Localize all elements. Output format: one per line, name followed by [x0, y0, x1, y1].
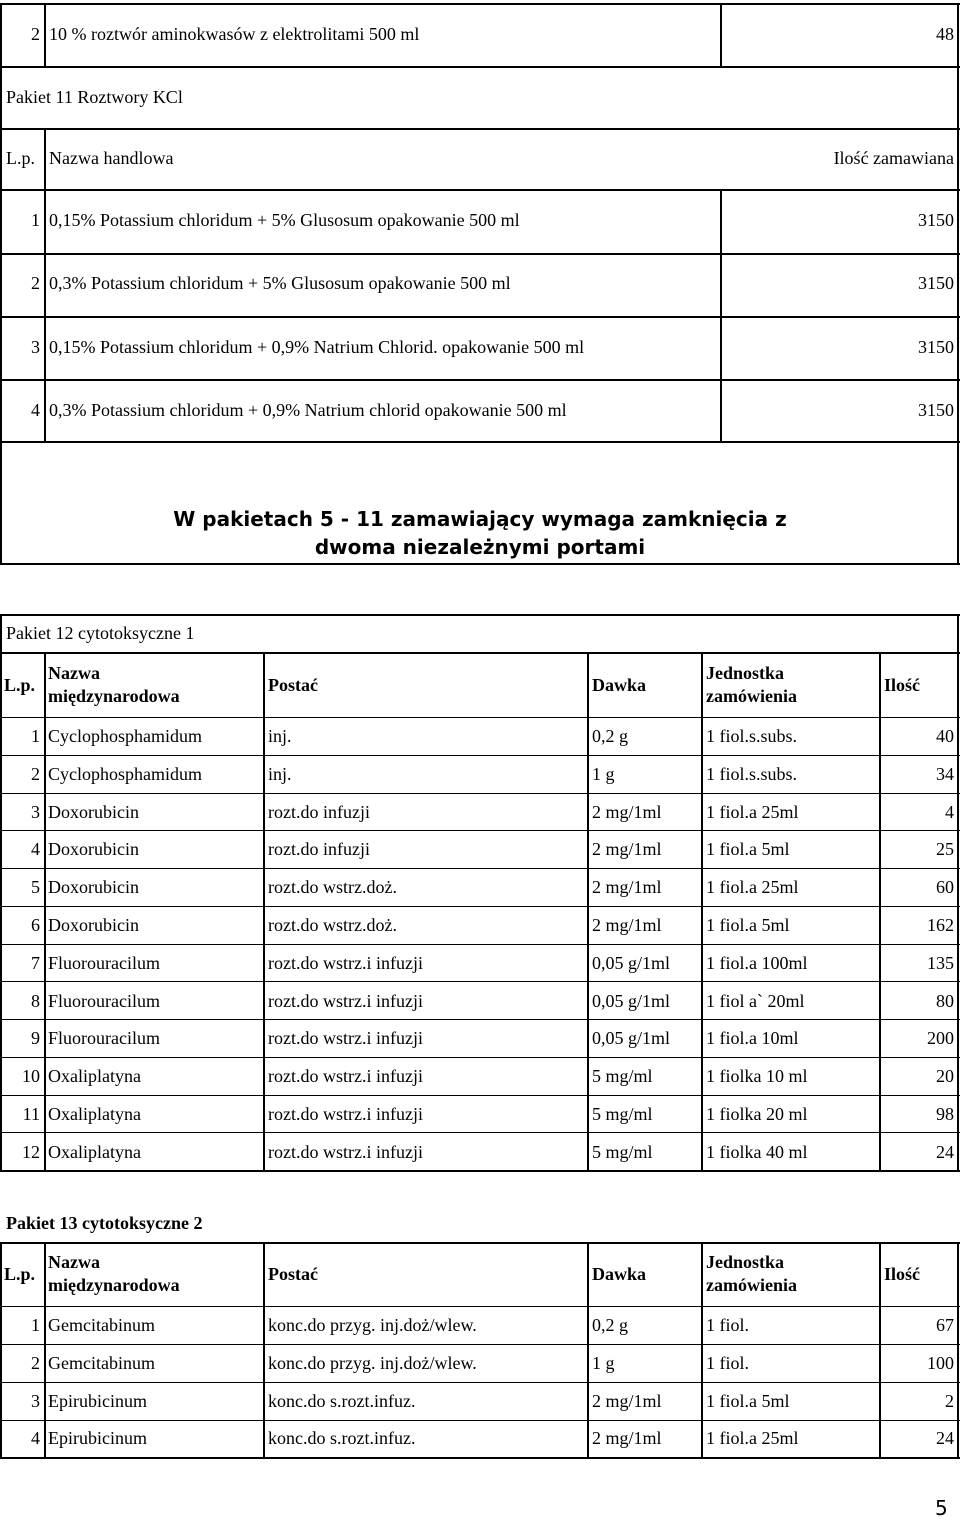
cell-unit: 1 fiol.a 5ml — [706, 1391, 790, 1411]
cell-unit: 1 fiol.a 5ml — [706, 839, 790, 859]
cell-name: Doxorubicin — [48, 802, 139, 822]
cell-dose: 2 mg/1ml — [592, 802, 662, 822]
cell-name: Gemcitabinum — [48, 1315, 155, 1335]
cell-name: Cyclophosphamidum — [48, 726, 202, 746]
cell-dose: 0,2 g — [592, 726, 628, 746]
cell-name: Cyclophosphamidum — [48, 764, 202, 784]
pakiet11-header-qty: Ilość zamawiana — [833, 148, 954, 168]
cell-form: rozt.do wstrz.i infuzji — [268, 1142, 423, 1162]
cell-dose: 2 mg/1ml — [592, 877, 662, 897]
cell-dose: 2 mg/1ml — [592, 1391, 662, 1411]
cell-lp: 1 — [31, 1315, 40, 1335]
cell-lp: 2 — [31, 1353, 40, 1373]
cell-form: inj. — [268, 726, 292, 746]
cell-qty: 4 — [945, 802, 954, 822]
cell-lp: 2 — [31, 764, 40, 784]
cell-qty: 24 — [936, 1142, 954, 1162]
cell-name: Gemcitabinum — [48, 1353, 155, 1373]
pakiet12-title: Pakiet 12 cytotoksyczne 1 — [6, 623, 195, 643]
pakiet11-title: Pakiet 11 Roztwory KCl — [6, 87, 183, 107]
cell-unit: 1 fiol.s.subs. — [706, 726, 798, 746]
cell-unit: 1 fiol. — [706, 1315, 749, 1335]
cell-dose: 5 mg/ml — [592, 1104, 653, 1124]
cell-form: konc.do przyg. inj.doż/wlew. — [268, 1315, 477, 1335]
cell-lp: 3 — [31, 802, 40, 822]
cell-unit: 1 fiol. — [706, 1353, 749, 1373]
cell-form: rozt.do wstrz.i infuzji — [268, 1066, 423, 1086]
cell-qty: 34 — [936, 764, 954, 784]
cell-form: rozt.do wstrz.doż. — [268, 877, 397, 897]
cell-unit: 1 fiolka 10 ml — [706, 1066, 808, 1086]
cell-qty: 60 — [936, 877, 954, 897]
cell-lp: 8 — [31, 991, 40, 1011]
cell-qty: 40 — [936, 726, 954, 746]
cell-dose: 2 mg/1ml — [592, 839, 662, 859]
cell-qty: 2 — [945, 1391, 954, 1411]
cell-form: rozt.do wstrz.i infuzji — [268, 1104, 423, 1124]
cell-form: konc.do przyg. inj.doż/wlew. — [268, 1353, 477, 1373]
cell-lp: 11 — [22, 1104, 40, 1124]
cell-lp: 1 — [31, 726, 40, 746]
cell-dose: 0,05 g/1ml — [592, 953, 671, 973]
top-row-name: 10 % roztwór aminokwasów z elektrolitami 500 ml — [49, 24, 420, 44]
cell-form: rozt.do wstrz.i infuzji — [268, 953, 423, 973]
cell-qty: 67 — [936, 1315, 954, 1335]
cell-name: Doxorubicin — [48, 915, 139, 935]
cell-name: Fluorouracilum — [48, 953, 160, 973]
cell-dose: 1 g — [592, 764, 615, 784]
cell-qty: 80 — [936, 991, 954, 1011]
cell-lp: 9 — [31, 1028, 40, 1048]
cell-lp: 10 — [22, 1066, 40, 1086]
cell-form: rozt.do wstrz.doż. — [268, 915, 397, 935]
cell-form: rozt.do infuzji — [268, 802, 370, 822]
cell-dose: 5 mg/ml — [592, 1066, 653, 1086]
cell-lp: 6 — [31, 915, 40, 935]
cell-unit: 1 fiolka 20 ml — [706, 1104, 808, 1124]
cell-unit: 1 fiol.a 100ml — [706, 953, 808, 973]
cell-unit: 1 fiol.a 25ml — [706, 802, 799, 822]
cell-name: Doxorubicin — [48, 839, 139, 859]
cell-lp: 5 — [31, 877, 40, 897]
cell-name: Fluorouracilum — [48, 1028, 160, 1048]
cell-form: inj. — [268, 764, 292, 784]
cell-lp: 3 — [31, 1391, 40, 1411]
pakiet13-title: Pakiet 13 cytotoksyczne 2 — [6, 1213, 203, 1233]
cell-dose: 5 mg/ml — [592, 1142, 653, 1162]
cell-name: Oxaliplatyna — [48, 1142, 141, 1162]
cell-qty: 98 — [936, 1104, 954, 1124]
cell-dose: 0,05 g/1ml — [592, 991, 671, 1011]
cell-qty: 24 — [936, 1428, 954, 1448]
pakiet11-header-name: Nazwa handlowa — [49, 148, 174, 168]
cell-name: Oxaliplatyna — [48, 1104, 141, 1124]
cell-unit: 1 fiol a` 20ml — [706, 991, 805, 1011]
cell-form: rozt.do wstrz.i infuzji — [268, 991, 423, 1011]
cell-unit: 1 fiolka 40 ml — [706, 1142, 808, 1162]
cell-name: Oxaliplatyna — [48, 1066, 141, 1086]
cell-lp: 7 — [31, 953, 40, 973]
page-number: 5 — [935, 1496, 948, 1520]
cell-dose: 2 mg/1ml — [592, 915, 662, 935]
cell-unit: 1 fiol.a 10ml — [706, 1028, 799, 1048]
cell-form: konc.do s.rozt.infuz. — [268, 1428, 416, 1448]
top-row-lp: 2 — [31, 24, 40, 44]
cell-name: Epirubicinum — [48, 1428, 147, 1448]
cell-name: Fluorouracilum — [48, 991, 160, 1011]
cell-qty: 135 — [927, 953, 954, 973]
note-line-1: W pakietach 5 - 11 zamawiający wymaga zamknięcia z — [173, 507, 787, 531]
top-row-qty: 48 — [936, 24, 954, 44]
cell-dose: 0,2 g — [592, 1315, 628, 1335]
cell-unit: 1 fiol.a 5ml — [706, 915, 790, 935]
cell-qty: 20 — [936, 1066, 954, 1086]
cell-unit: 1 fiol.s.subs. — [706, 764, 798, 784]
pakiet11-header-lp: L.p. — [6, 148, 35, 168]
cell-qty: 162 — [927, 915, 954, 935]
document-page: 2 10 % roztwór aminokwasów z elektrolitami 500 ml 48 Pakiet 11 Roztwory KCl L.p. Nazwa handlowa Ilość zamawiana 1 0,15% Potassium chloridum + 5% Glusosum opakowanie 500 ml 3150 2 0,3% Potassium chloridum + 5% Glusosum opakowanie 500 ml 3150 3 0,15% Potassium chloridum + 0,9% Natrium Chlorid. opakowanie 500 ml 3150 4 0,3% Potassium chloridum + 0,9% Natrium chlorid opakowanie 500 ml 3150 W pakietach 5 - 11 zamawiający wymaga zamknięcia z dwoma niezależnymi portami Pakiet 12 cytotoksyczne 1 L.p. Nazwa międzynarodowa Postać Dawka Jednostka zamówienia Ilość 1 Cyclophosphamidum inj. 0,2 g 1 fiol.s.subs. 40 2 Cyclophosphamidum inj. 1 g 1 fiol.s.subs. 34 3 Doxorubicin rozt.do infuzji 2 mg/1ml 1 fiol.a 25ml 4 4 Doxorubicin rozt.do infuzji 2 mg/1ml 1 fiol.a 5ml 25 5 Doxorubicin rozt.do wstrz.doż. 2 mg/1ml 1 fiol.a 25ml 60 6 Doxorubicin rozt.do wstrz.doż. 2 mg/1ml 1 fiol.a 5ml 162 7 Fluorouracilum rozt.do wstrz.i infuzji 0,05 g/1ml 1 fiol.a 100ml 135 8 Fluorouracilum rozt.do wstrz.i infuzji 0,05 g/1ml 1 fiol a` 20ml 80 9 Fluorouracilum rozt.do wstrz.i infuzji 0,05 g/1ml 1 fiol.a 10ml 200 10 Oxaliplatyna rozt.do wstrz.i infuzji 5 mg/ml 1 fiolka 10 ml 20 11 Oxaliplatyna rozt.do wstrz.i infuzji 5 mg/ml 1 fiolka 20 ml 98 12 Oxaliplatyna rozt.do wstrz.i infuzji 5 mg/ml 1 fiolka 40 ml 24 Pakiet 13 cytotoksyczne 2 L.p. Nazwa międzynarodowa Postać Dawka Jednostka zamówienia Ilość 1 Gemcitabinum konc.do przyg. inj.doż/wlew. 0,2 g 1 fiol. 67 2 Gemcitabinum konc.do przyg. inj.doż/wlew. 1 g 1 fiol. 100 3 Epirubicinum konc.do s.rozt.infuz. 2 mg/1ml 1 fiol.a 5ml 2 4 Epirubicinum konc.do s.rozt.infuz. 2 mg/1ml 1 fiol.a 25ml 24 5 — [0, 0, 960, 1517]
cell-dose: 0,05 g/1ml — [592, 1028, 671, 1048]
cell-lp: 4 — [31, 839, 40, 859]
cell-unit: 1 fiol.a 25ml — [706, 1428, 799, 1448]
cell-dose: 2 mg/1ml — [592, 1428, 662, 1448]
note-line-2: dwoma niezależnymi portami — [314, 535, 646, 559]
cell-qty: 100 — [927, 1353, 954, 1373]
cell-lp: 4 — [31, 1428, 40, 1448]
cell-form: rozt.do wstrz.i infuzji — [268, 1028, 423, 1048]
cell-name: Epirubicinum — [48, 1391, 147, 1411]
cell-unit: 1 fiol.a 25ml — [706, 877, 799, 897]
cell-lp: 12 — [22, 1142, 40, 1162]
cell-name: Doxorubicin — [48, 877, 139, 897]
cell-form: rozt.do infuzji — [268, 839, 370, 859]
cell-qty: 25 — [936, 839, 954, 859]
cell-qty: 200 — [927, 1028, 954, 1048]
cell-dose: 1 g — [592, 1353, 615, 1373]
cell-form: konc.do s.rozt.infuz. — [268, 1391, 416, 1411]
